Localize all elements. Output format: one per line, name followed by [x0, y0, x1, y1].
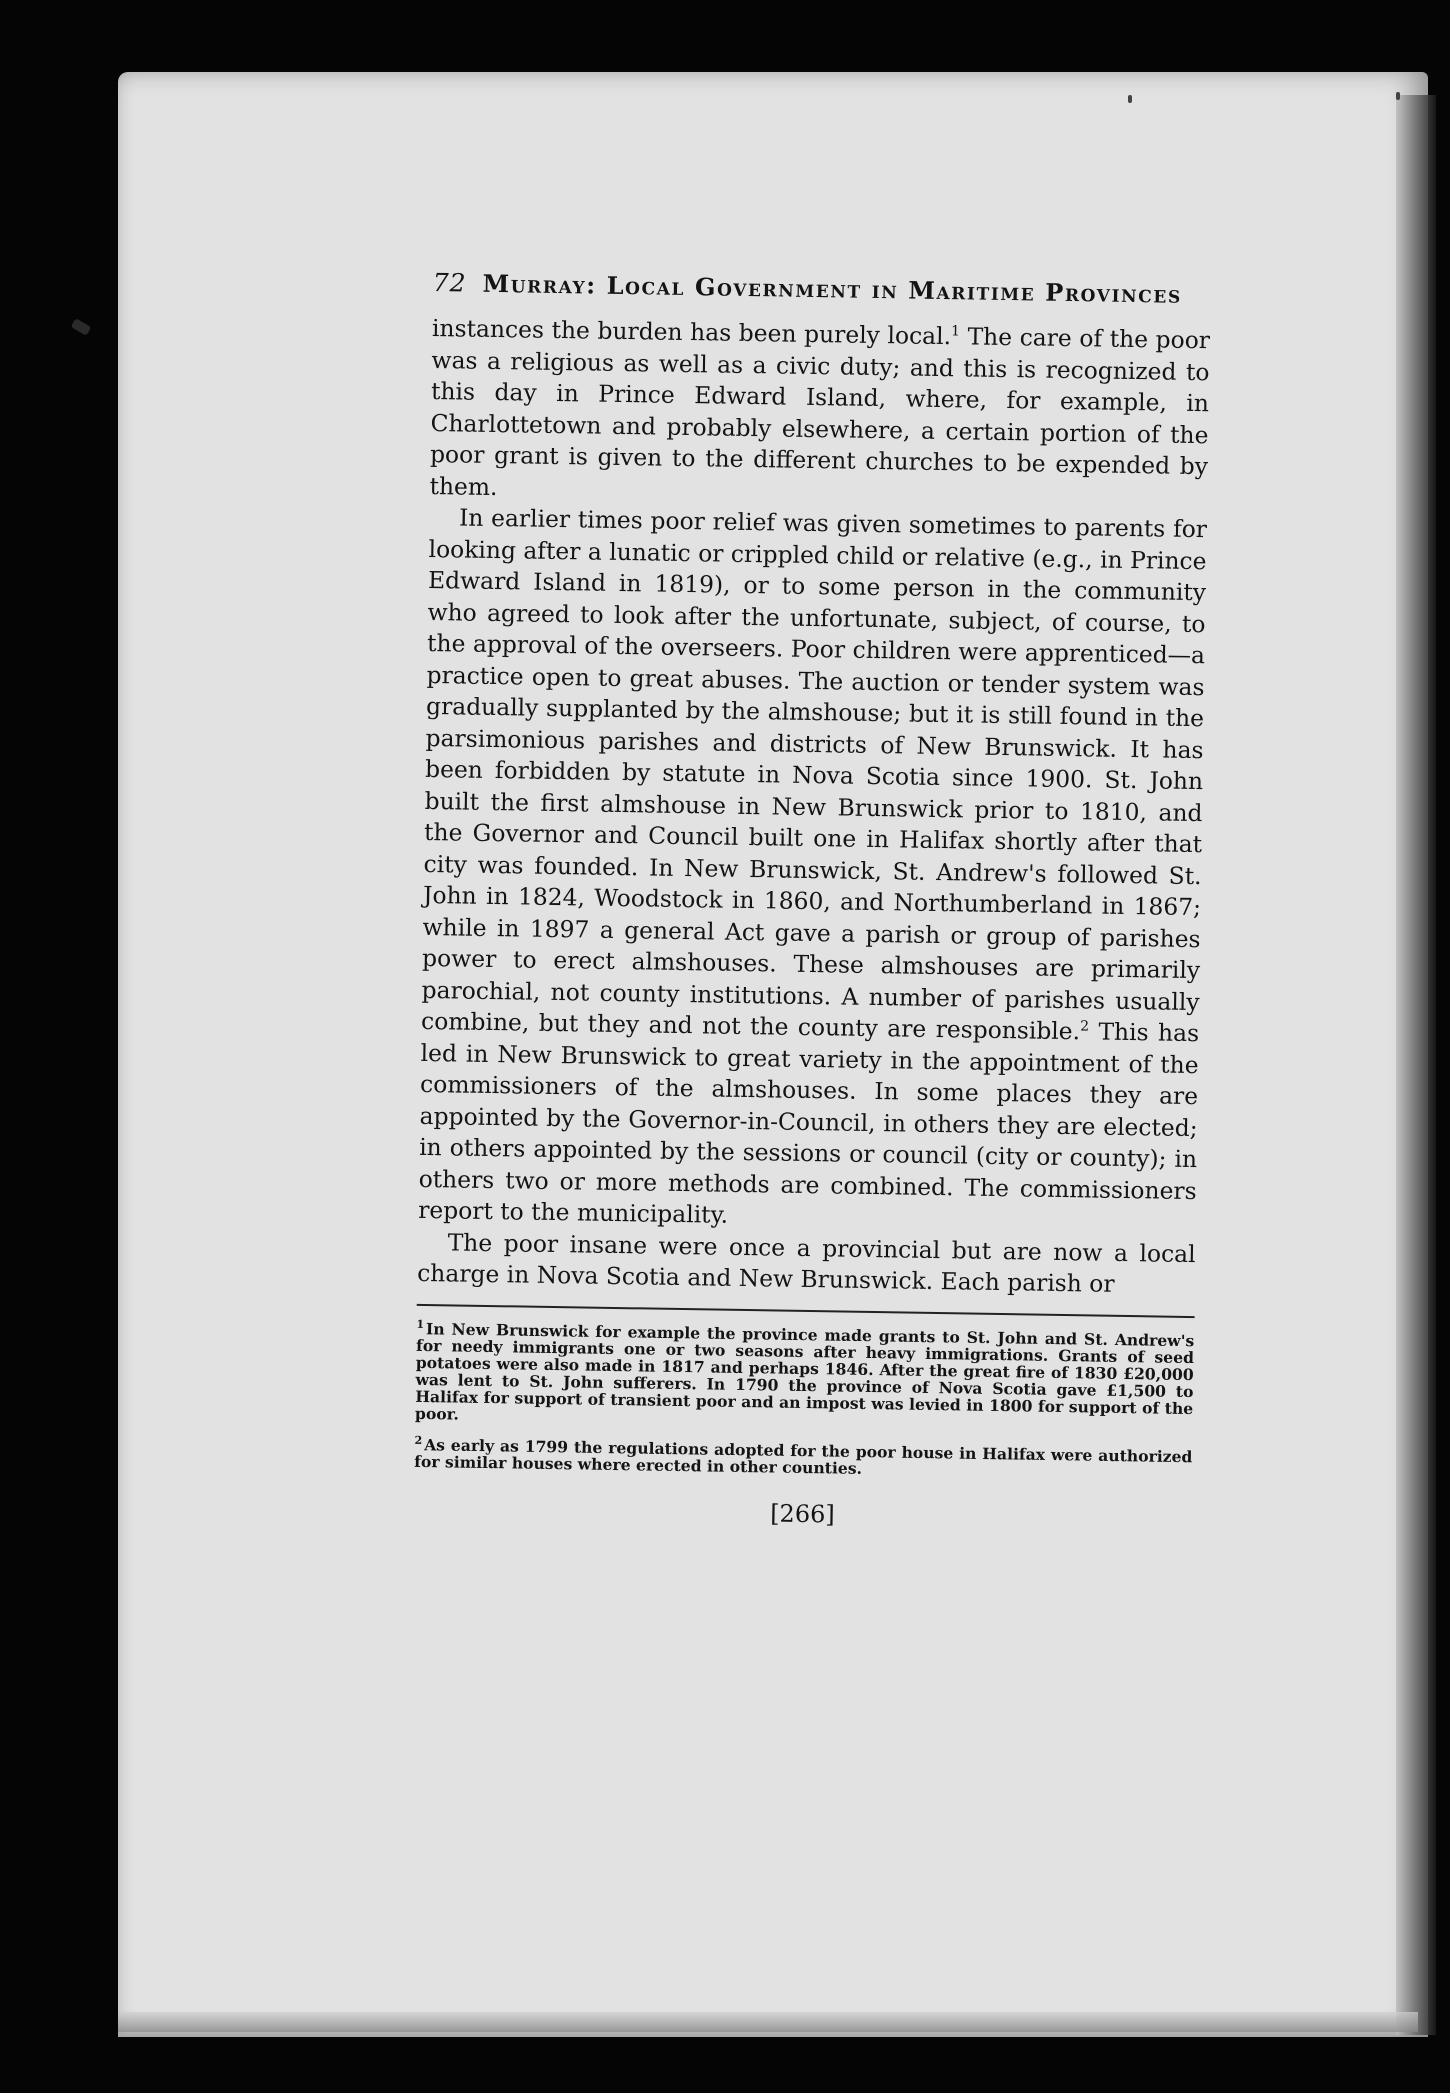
page-bottom-edge: [118, 2012, 1418, 2032]
paragraph-text: In earlier times poor relief was given sometimes to parents for looking after a lunatic or crippled child or relative (e.g., in Prince Edward Island in 1819), or to some person in the community who agreed to look after the unfortunate, subject, of course, to the approval of the overseers. Poor children were apprenticed—a practice open to great abuses. The auction or tender system was gradually supplanted by the almshouse; but it is still found in the parsimonious parishes and districts of New Brunswick. It has been forbidden by statute in Nova Scotia since 1900. St. John built the first almshouse in New Brunswick prior to 1810, and the Governor and Council built one in Halifax shortly after that city was founded. In New Brunswick, St. Andrew's followed St. John in 1824, Woodstock in 1860, and Northumberland in 1867; while in 1897 a general Act gave a parish or group of parishes power to erect almshouses. These almshouses are primarily parochial, not county institutions. A number of parishes usually combine, but they and not the county are responsible.: [420, 503, 1208, 1046]
page-number: [266]: [769, 1499, 835, 1529]
scan-mark: [71, 318, 92, 336]
footnote-text: In New Brunswick for example the province made grants to St. John and St. Andrew's for needy immigrants one or two seasons after heavy immigrations. Grants of seed potatoes were also made in 1817 and perhaps 1846. After the great fire of 1830 £20,000 was lent to St. John sufferers. In 1790 the province of Nova Scotia gave £1,500 to Halifax for support of transient poor and an impost was levied in 1800 for support of the poor.: [414, 1318, 1195, 1424]
paragraph-text: This has led in New Brunswick to great variety in the appointment of the commissioners of the almshouses. In some places they are appointed by the Governor-in-Council, in others they are elected; in others appointed by the sessions or council (city or county); in others two or more methods are combined. The commissioners report to the municipality.: [417, 1017, 1200, 1229]
footnote-1: [415, 1315, 1195, 1433]
footnote-ref-1: 1: [950, 323, 961, 340]
paragraph-text: The care of the poor was a religious as well as a civic duty; and this is recognized to this day in Prince Edward Island, where, for example, in Charlottetown and probably elsewhere, a certain portion of the poor grant is given to the different churches to be expended by them.: [429, 322, 1211, 501]
paragraph-3: [417, 1226, 1196, 1301]
footnote-text: As early as 1799 the regulations adopted for the poor house in Halifax were authorized for similar houses where erected in other counties.: [414, 1434, 1193, 1478]
footnote-rule: [417, 1303, 1195, 1317]
page-content: [413, 268, 1211, 1534]
footnote-2: [414, 1432, 1193, 1482]
footnote-mark: 1: [416, 1317, 425, 1331]
scan-speck: [1396, 92, 1400, 100]
paragraph-text: instances the burden has been purely local.: [431, 313, 952, 351]
footnote-mark: 2: [414, 1433, 423, 1447]
scan-speck: [1128, 95, 1132, 103]
paragraph-1: [429, 313, 1210, 514]
folio-number: 72: [432, 268, 467, 298]
paragraph-2: [418, 502, 1207, 1239]
body-text: [417, 313, 1210, 1302]
running-head-title: Murray: Local Government in Maritime Provinces: [482, 268, 1183, 309]
footnotes: [414, 1315, 1194, 1482]
page-edge-shadow: [1396, 95, 1436, 2035]
paragraph-text: The poor insane were once a provincial but are now a local charge in Nova Scotia and New Brunswick. Each parish or: [416, 1227, 1196, 1298]
footnote-ref-2: 2: [1080, 1018, 1090, 1035]
